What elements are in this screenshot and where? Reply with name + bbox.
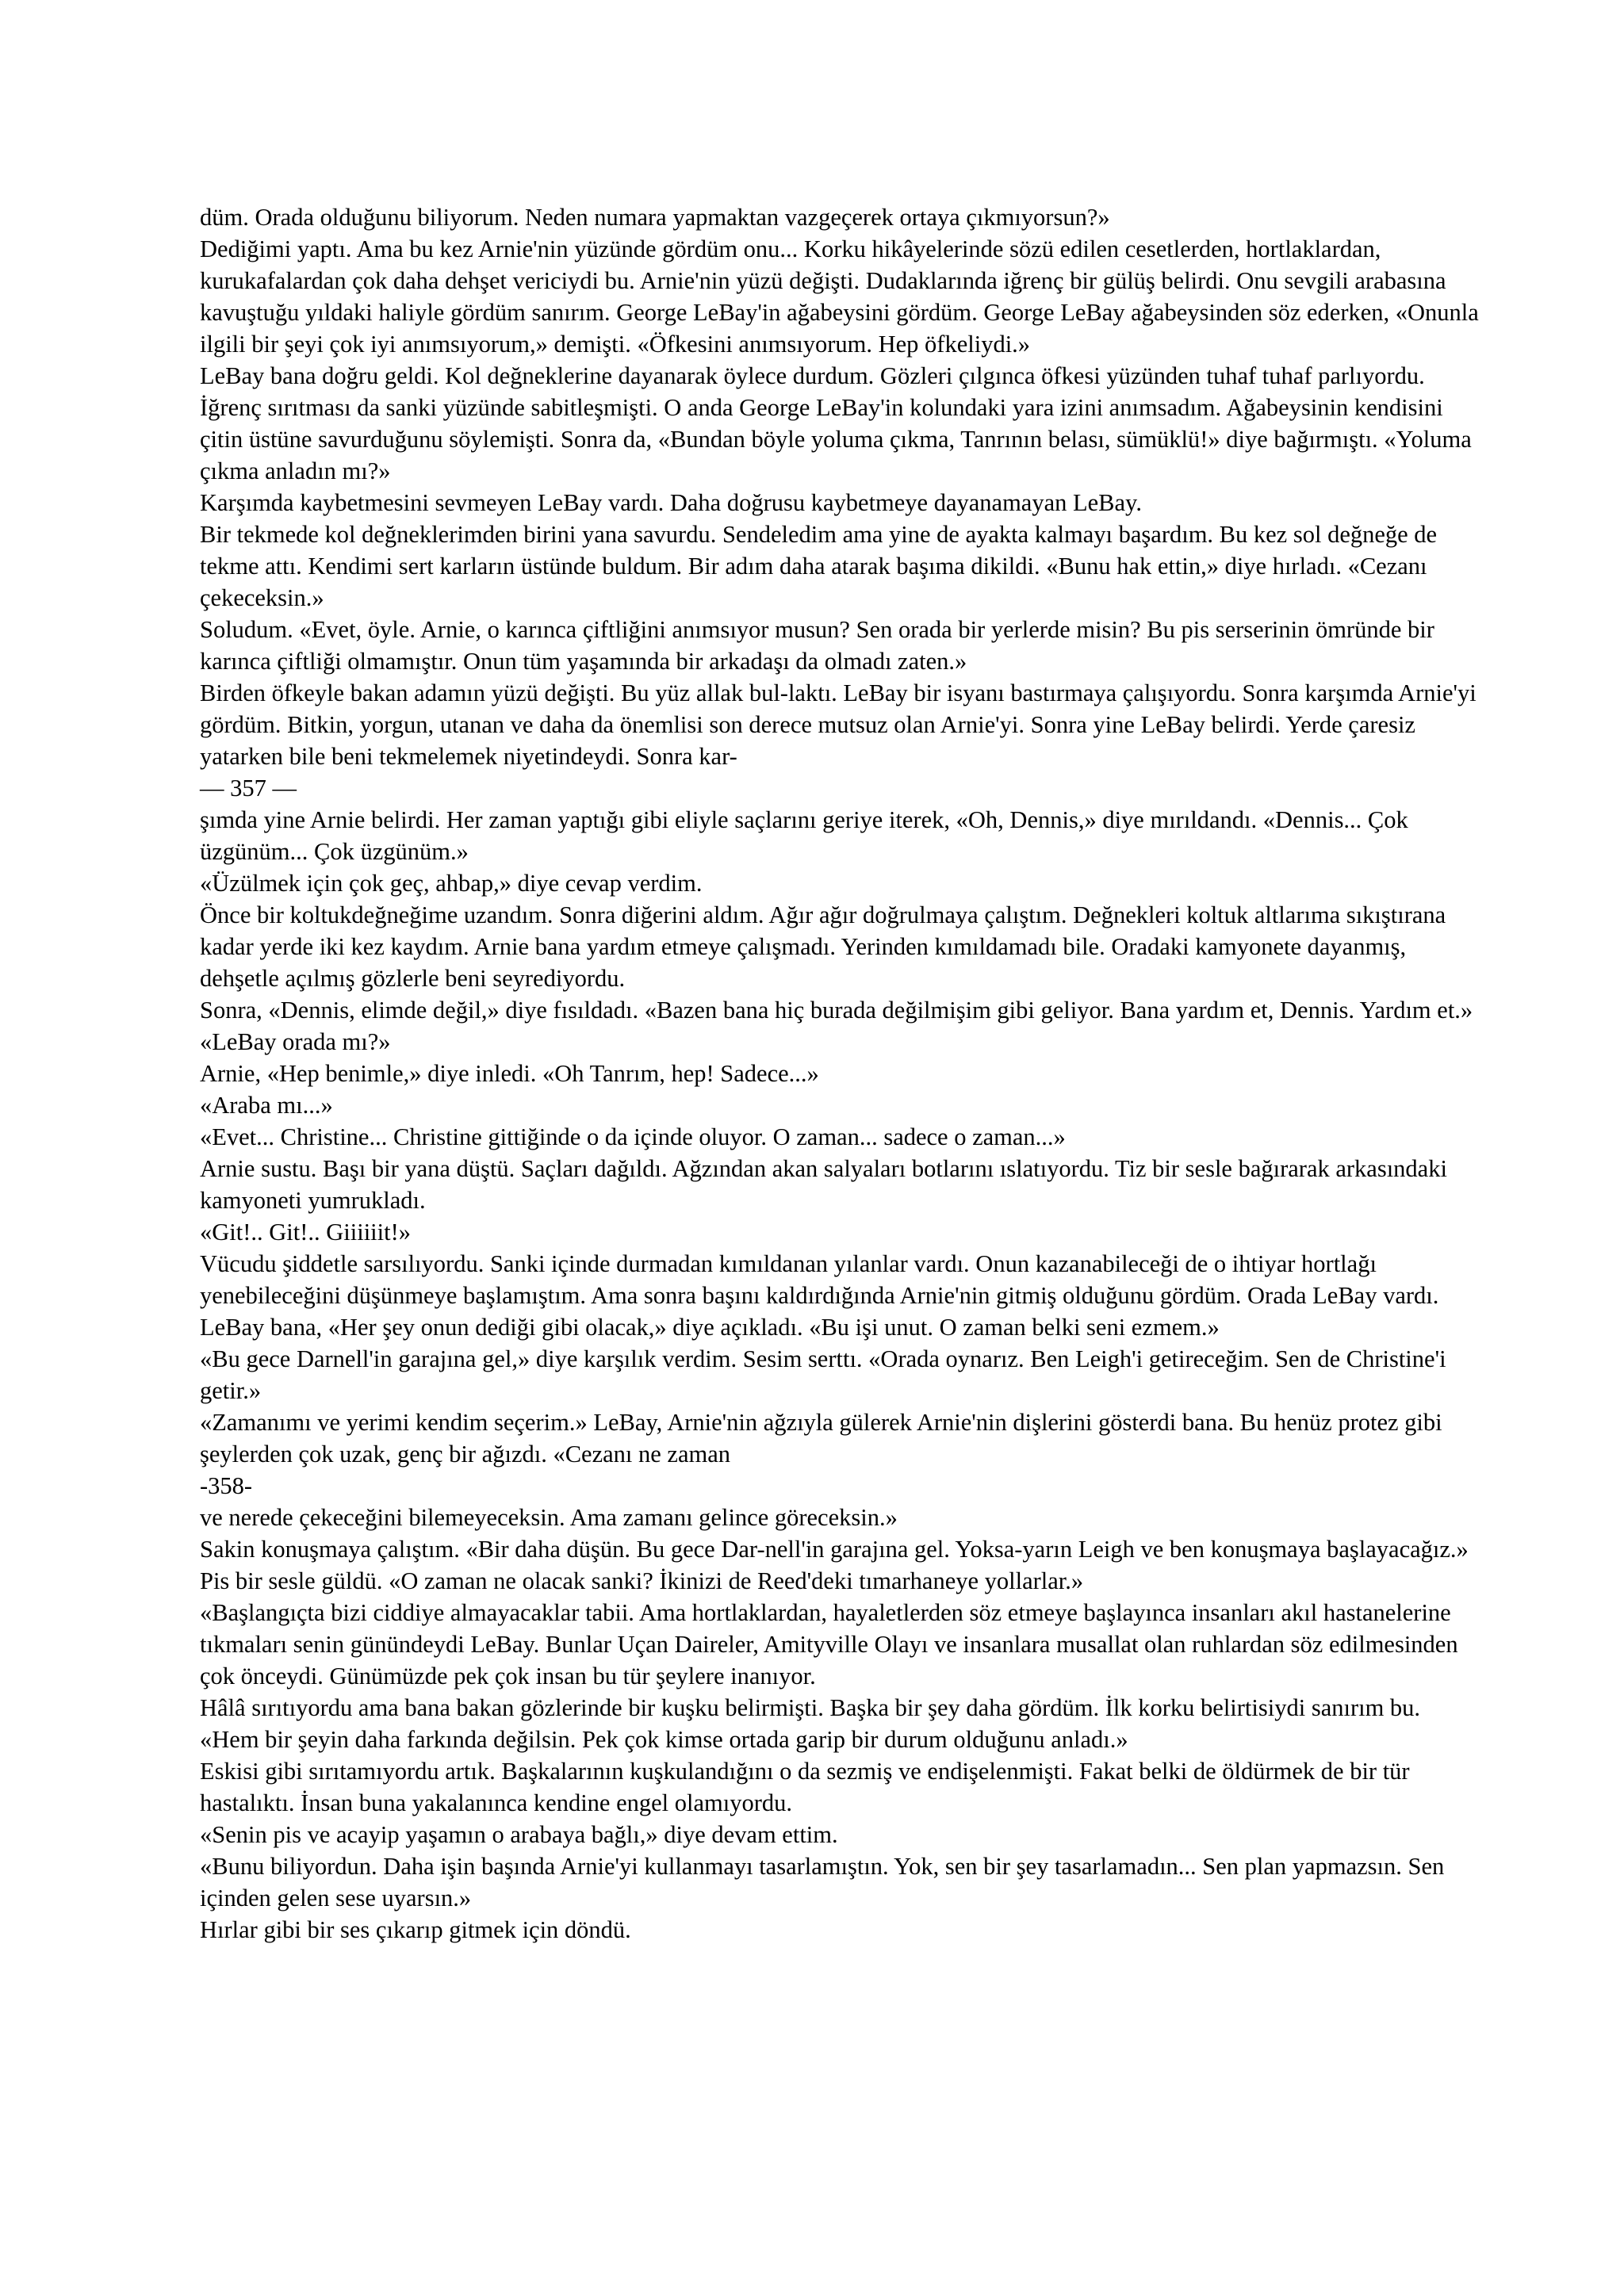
paragraph: Arnie, «Hep benimle,» diye inledi. «Oh Tanrım, hep! Sadece...»	[200, 1060, 819, 1087]
paragraph: «Araba mı...»	[200, 1092, 333, 1119]
paragraph: «Senin pis ve acayip yaşamın o arabaya bağlı,» diye devam ettim.	[200, 1821, 838, 1848]
page-number: — 357 —	[200, 775, 297, 802]
paragraph: «Zamanımı ve yerimi kendim seçerim.» LeBay, Arnie'nin ağzıyla gülerek Arnie'nin dişlerini gösterdi bana. Bu henüz protez gibi şeylerden çok uzak, genç bir ağızdı. «Cezanı ne zaman	[200, 1409, 1442, 1468]
paragraph: Sonra, «Dennis, elimde değil,» diye fısıldadı. «Bazen bana hiç burada değilmişim gibi geliyor. Bana yardım et, Dennis. Yardım et.»	[200, 997, 1473, 1024]
paragraph: Soludum. «Evet, öyle. Arnie, o karınca çiftliğini anımsıyor musun? Sen orada bir yerlerde misin? Bu pis serserinin ömründe bir karınca çiftliği olmamıştır. Onun tüm yaşamında bir arkadaşı da olmadı zaten.»	[200, 616, 1434, 675]
paragraph: Birden öfkeyle bakan adamın yüzü değişti. Bu yüz allak bul-laktı. LeBay bir isyanı bastırmaya çalışıyordu. Sonra karşımda Arnie'yi gördüm. Bitkin, yorgun, utanan ve daha da önemlisi son derece mutsuz olan Arnie'yi. Sonra yine LeBay belirdi. Yerde çaresiz yatarken bile beni tekmelemek niyetindeydi. Sonra kar-	[200, 679, 1477, 770]
paragraph: Hâlâ sırıtıyordu ama bana bakan gözlerinde bir kuşku belirmişti. Başka bir şey daha gördüm. İlk korku belirtisiydi sanırım bu.	[200, 1694, 1421, 1721]
paragraph: «Git!.. Git!.. Giiiiiit!»	[200, 1219, 412, 1246]
paragraph: «Evet... Christine... Christine gittiğinde o da içinde oluyor. O zaman... sadece o zaman...»	[200, 1123, 1066, 1150]
paragraph: Sakin konuşmaya çalıştım. «Bir daha düşün. Bu gece Dar-nell'in garajına gel. Yoksa-yarın Leigh ve ben konuşmaya başlayacağız.»	[200, 1536, 1469, 1563]
paragraph: «Bunu biliyordun. Daha işin başında Arnie'yi kullanmayı tasarlamıştın. Yok, sen bir şey tasarlamadın... Sen plan yapmazsın. Sen içinden gelen sese uyarsın.»	[200, 1853, 1445, 1911]
paragraph: «Başlangıçta bizi ciddiye almayacaklar tabii. Ama hortlaklardan, hayaletlerden söz etmeye başlayınca insanları akıl hastanelerine tıkmaları senin günündeydi LeBay. Bunlar Uçan Daireler, Amityville Olayı ve insanlara musallat olan ruhlardan söz edilmesinden çok önceydi. Günümüzde pek çok insan bu tür şeylere inanıyor.	[200, 1599, 1458, 1689]
paragraph: Önce bir koltukdeğneğime uzandım. Sonra diğerini aldım. Ağır ağır doğrulmaya çalıştım. Değnekleri koltuk altlarıma sıkıştırana kadar yerde iki kez kaydım. Arnie bana yardım etmeye çalışmadı. Yerinden kımıldamadı bile. Oradaki kamyonete dayanmış, dehşetle açılmış gözlerle beni seyrediyordu.	[200, 901, 1446, 992]
page-number: -358-	[200, 1472, 253, 1499]
paragraph: ve nerede çekeceğini bilemeyeceksin. Ama zamanı gelince göreceksin.»	[200, 1504, 898, 1531]
paragraph: Eskisi gibi sırıtamıyordu artık. Başkalarının kuşkulandığını o da sezmiş ve endişelenmişti. Fakat belki de öldürmek de bir tür hastalıktı. İnsan buna yakalanınca kendine engel olamıyordu.	[200, 1758, 1410, 1816]
paragraph: Dediğimi yaptı. Ama bu kez Arnie'nin yüzünde gördüm onu... Korku hikâyelerinde sözü edilen cesetlerden, hortlaklardan, kurukafalardan çok daha dehşet vericiydi bu. Arnie'nin yüzü değişti. Dudaklarında iğrenç bir gülüş belirdi. Onu sevgili arabasına kavuştuğu yıldaki haliyle gördüm sanırım. George LeBay'in ağabeysini gördüm. George LeBay ağabeysinden söz ederken, «Onunla ilgili bir şeyi çok iyi anımsıyorum,» demişti. «Öfkesini anımsıyorum. Hep öfkeliydi.»	[200, 235, 1479, 358]
paragraph: Arnie sustu. Başı bir yana düştü. Saçları dağıldı. Ağzından akan salyaları botlarını ıslatıyordu. Tiz bir sesle bağırarak arkasındaki kamyoneti yumrukladı.	[200, 1155, 1447, 1214]
paragraph: Hırlar gibi bir ses çıkarıp gitmek için döndü.	[200, 1916, 631, 1943]
document-page	[200, 201, 1484, 1946]
paragraph: LeBay bana, «Her şey onun dediği gibi olacak,» diye açıkladı. «Bu işi unut. O zaman belki seni ezmem.»	[200, 1314, 1220, 1341]
paragraph: «LeBay orada mı?»	[200, 1028, 391, 1055]
paragraph: şımda yine Arnie belirdi. Her zaman yaptığı gibi eliyle saçlarını geriye iterek, «Oh, Dennis,» diye mırıldandı. «Dennis... Çok üzgünüm... Çok üzgünüm.»	[200, 806, 1408, 865]
paragraph: Pis bir sesle güldü. «O zaman ne olacak sanki? İkinizi de Reed'deki tımarhaneye yollarlar.»	[200, 1567, 1084, 1594]
paragraph: Karşımda kaybetmesini sevmeyen LeBay vardı. Daha doğrusu kaybetmeye dayanamayan LeBay.	[200, 489, 1142, 516]
paragraph: Bir tekmede kol değneklerimden birini yana savurdu. Sendeledim ama yine de ayakta kalmayı başardım. Bu kez sol değneğe de tekme attı. Kendimi sert karların üstünde buldum. Bir adım daha atarak başıma dikildi. «Bunu hak ettin,» diye hırladı. «Cezanı çekeceksin.»	[200, 521, 1438, 611]
paragraph: düm. Orada olduğunu biliyorum. Neden numara yapmaktan vazgeçerek ortaya çıkmıyorsun?»	[200, 204, 1110, 231]
paragraph: Vücudu şiddetle sarsılıyordu. Sanki içinde durmadan kımıldanan yılanlar vardı. Onun kazanabileceği de o ihtiyar hortlağı yenebileceğini düşünmeye başlamıştım. Ama sonra başını kaldırdığında Arnie'nin gitmiş olduğunu gördüm. Orada LeBay vardı.	[200, 1250, 1439, 1309]
paragraph: LeBay bana doğru geldi. Kol değneklerine dayanarak öylece durdum. Gözleri çılgınca öfkesi yüzünden tuhaf tuhaf parlıyordu. İğrenç sırıtması da sanki yüzünde sabitleşmişti. O anda George LeBay'in kolundaki yara izini anımsadım. Ağabeysinin kendisini çitin üstüne savurduğunu söylemişti. Sonra da, «Bundan böyle yoluma çıkma, Tanrının belası, sümüklü!» diye bağırmıştı. «Yoluma çıkma anladın mı?»	[200, 362, 1472, 484]
paragraph: «Bu gece Darnell'in garajına gel,» diye karşılık verdim. Sesim serttı. «Orada oynarız. Ben Leigh'i getireceğim. Sen de Christine'i getir.»	[200, 1345, 1446, 1404]
paragraph: «Üzülmek için çok geç, ahbap,» diye cevap verdim.	[200, 870, 703, 897]
paragraph: «Hem bir şeyin daha farkında değilsin. Pek çok kimse ortada garip bir durum olduğunu anladı.»	[200, 1726, 1128, 1753]
